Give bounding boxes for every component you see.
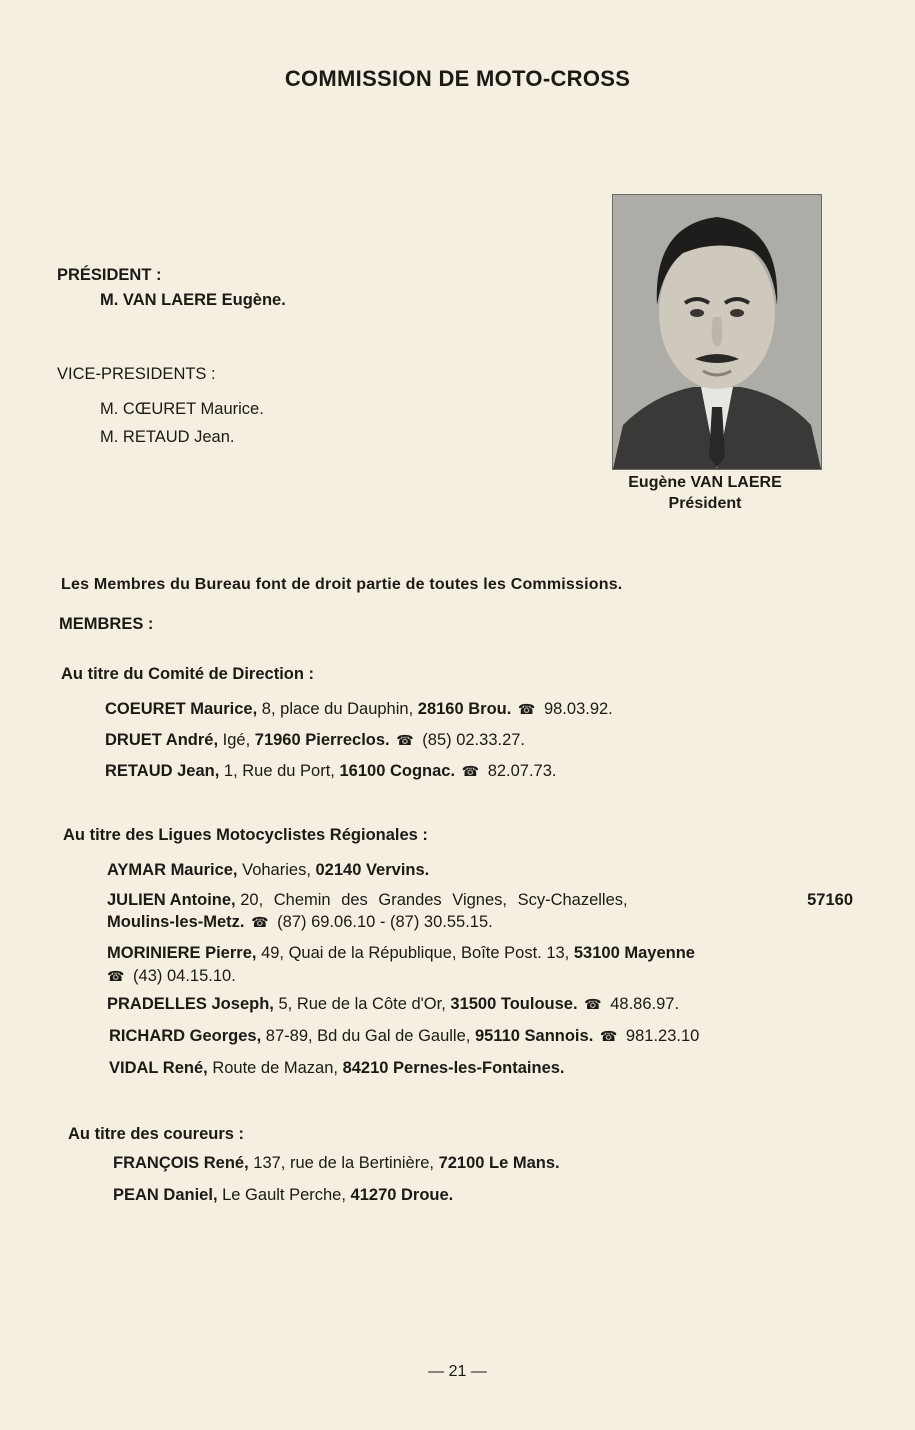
member-phone: 82.07.73. — [487, 762, 557, 780]
member-name: FRANÇOIS René, — [113, 1154, 249, 1172]
member-row — [109, 1027, 699, 1046]
member-phone: 98.03.92. — [543, 700, 613, 718]
member-name: RICHARD Georges, — [109, 1027, 262, 1045]
member-name: DRUET André, — [105, 731, 219, 749]
member-address: Route de Mazan, — [212, 1059, 338, 1077]
photo-caption — [595, 472, 815, 514]
member-city: 84210 Pernes-les-Fontaines. — [342, 1059, 565, 1077]
member-row — [107, 891, 853, 910]
member-city: 95110 Sannois. — [474, 1027, 594, 1045]
member-row — [113, 1186, 453, 1205]
member-name: MORINIERE Pierre, — [107, 944, 257, 962]
member-row — [105, 700, 613, 719]
photo-caption-name: Eugène VAN LAERE — [628, 474, 782, 491]
telephone-icon: ☎ — [251, 914, 269, 930]
member-name: AYMAR Maurice, — [107, 861, 238, 879]
membres-heading: MEMBRES : — [59, 615, 154, 633]
member-phone: (85) 02.33.27. — [422, 731, 526, 749]
member-city: 31500 Toulouse. — [450, 995, 578, 1013]
member-address: 20, Chemin des Grandes Vignes, Scy-Chazelles, — [240, 891, 628, 909]
member-address: 137, rue de la Bertinière, — [253, 1154, 434, 1172]
vice-presidents-heading: VICE-PRESIDENTS : — [57, 365, 216, 383]
member-city: 53100 Mayenne — [573, 944, 695, 962]
ligues-heading: Au titre des Ligues Motocyclistes Régionales : — [63, 826, 428, 844]
member-row — [105, 762, 557, 781]
member-phone: 981.23.10 — [625, 1027, 700, 1045]
telephone-icon: ☎ — [461, 763, 480, 779]
member-city: 02140 Vervins. — [315, 861, 430, 879]
member-name: PEAN Daniel, — [113, 1186, 218, 1204]
member-row — [109, 1059, 565, 1078]
photo-caption-role: Président — [668, 495, 742, 512]
member-phone: (43) 04.15.10. — [133, 967, 236, 985]
president-name: M. VAN LAERE Eugène. — [100, 291, 286, 309]
member-address: 8, place du Dauphin, — [261, 700, 414, 718]
member-name: JULIEN Antoine, — [107, 891, 236, 909]
president-portrait-photo — [612, 194, 822, 470]
member-row-continued — [107, 967, 236, 986]
member-city: 28160 Brou. — [417, 700, 512, 718]
member-row — [113, 1154, 560, 1173]
member-name: RETAUD Jean, — [105, 762, 220, 780]
member-row — [107, 944, 695, 963]
member-postal-code: 57160 — [807, 891, 853, 909]
member-address: Voharies, — [242, 861, 311, 879]
comite-heading: Au titre du Comité de Direction : — [61, 665, 315, 683]
telephone-icon: ☎ — [396, 732, 414, 748]
coureurs-heading: Au titre des coureurs : — [68, 1125, 245, 1143]
member-address: Le Gault Perche, — [222, 1186, 346, 1204]
member-row — [105, 731, 525, 750]
member-address: 87-89, Bd du Gal de Gaulle, — [265, 1027, 471, 1045]
telephone-icon: ☎ — [517, 701, 536, 717]
member-city: 41270 Droue. — [350, 1186, 454, 1204]
member-row-continued — [107, 913, 493, 932]
telephone-icon: ☎ — [599, 1028, 618, 1044]
page-number: — 21 — — [428, 1363, 487, 1380]
vice-president-2: M. RETAUD Jean. — [100, 428, 235, 446]
member-city: 16100 Cognac. — [339, 762, 456, 780]
bureau-note: Les Membres du Bureau font de droit partie de toutes les Commissions. — [61, 576, 623, 593]
page-title: COMMISSION DE MOTO-CROSS — [284, 66, 631, 91]
portrait-illustration — [613, 195, 821, 469]
telephone-icon: ☎ — [107, 968, 125, 984]
telephone-icon: ☎ — [584, 996, 602, 1012]
member-name: COEURET Maurice, — [105, 700, 258, 718]
member-city: Moulins-les-Metz. — [107, 913, 245, 931]
member-row — [107, 861, 429, 880]
member-phone: 48.86.97. — [610, 995, 680, 1013]
member-city: 71960 Pierreclos. — [254, 731, 390, 749]
member-row — [107, 995, 679, 1014]
member-phone: (87) 69.06.10 - (87) 30.55.15. — [277, 913, 493, 931]
member-name: PRADELLES Joseph, — [107, 995, 274, 1013]
member-name: VIDAL René, — [109, 1059, 208, 1077]
member-address: 5, Rue de la Côte d'Or, — [278, 995, 446, 1013]
vice-president-1: M. CŒURET Maurice. — [100, 400, 264, 418]
president-heading: PRÉSIDENT : — [57, 266, 162, 284]
member-address: 49, Quai de la République, Boîte Post. 13, — [261, 944, 570, 962]
member-address: 1, Rue du Port, — [223, 762, 335, 780]
member-address: Igé, — [222, 731, 251, 749]
member-city: 72100 Le Mans. — [438, 1154, 560, 1172]
